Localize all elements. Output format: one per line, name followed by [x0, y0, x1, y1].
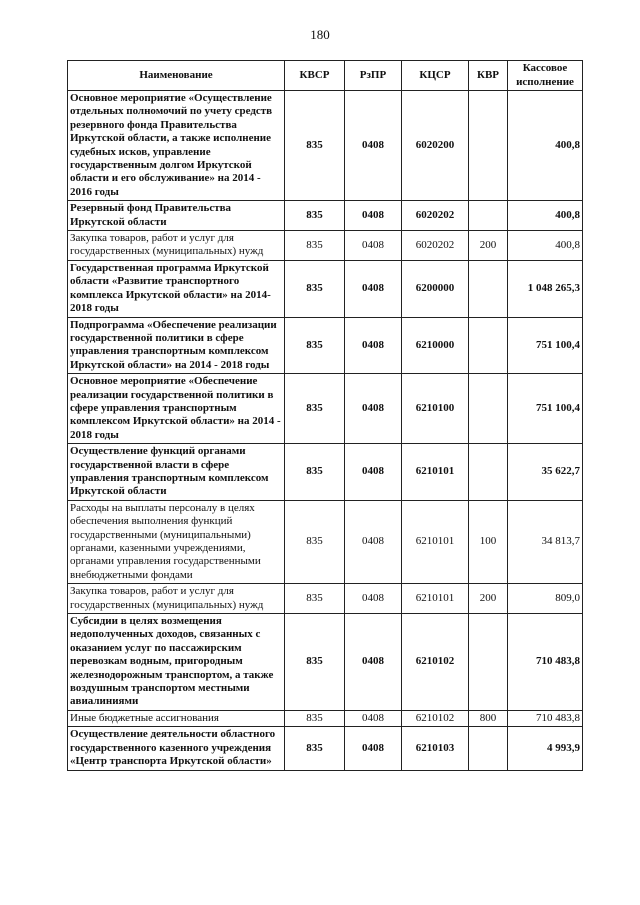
header-kvr: КВР [469, 61, 508, 91]
cell-kvsr: 835 [285, 260, 345, 317]
cell-kvsr: 835 [285, 710, 345, 726]
table-row [68, 201, 583, 231]
cell-kvsr: 835 [285, 614, 345, 711]
table-row [68, 500, 583, 583]
cell-kvsr: 835 [285, 500, 345, 583]
cell-rzpr: 0408 [345, 91, 402, 201]
cell-kvsr: 835 [285, 231, 345, 261]
cell-rzpr: 0408 [345, 317, 402, 374]
cell-kvr [469, 614, 508, 711]
budget-table [67, 60, 583, 771]
header-name: Наименование [68, 61, 285, 91]
cell-rzpr: 0408 [345, 201, 402, 231]
table-row [68, 91, 583, 201]
cell-kvr [469, 317, 508, 374]
cell-name: Основное мероприятие «Обеспечение реализации государственной политики в сфере управления транспортным комплексом Иркутской области» на 2014 - 2018 годы [68, 374, 285, 444]
cell-name: Закупка товаров, работ и услуг для государственных (муниципальных) нужд [68, 584, 285, 614]
cell-kvsr: 835 [285, 201, 345, 231]
cell-rzpr: 0408 [345, 444, 402, 501]
header-kcsr: КЦСР [402, 61, 469, 91]
cell-kcsr: 6020202 [402, 231, 469, 261]
cell-kcsr: 6210101 [402, 584, 469, 614]
cell-cash: 710 483,8 [508, 710, 583, 726]
cell-kvsr: 835 [285, 374, 345, 444]
cell-rzpr: 0408 [345, 727, 402, 770]
cell-cash: 400,8 [508, 201, 583, 231]
cell-rzpr: 0408 [345, 231, 402, 261]
cell-kcsr: 6210102 [402, 614, 469, 711]
cell-kvr: 200 [469, 584, 508, 614]
cell-rzpr: 0408 [345, 374, 402, 444]
cell-kvr [469, 444, 508, 501]
cell-name: Закупка товаров, работ и услуг для государственных (муниципальных) нужд [68, 231, 285, 261]
cell-rzpr: 0408 [345, 584, 402, 614]
cell-rzpr: 0408 [345, 614, 402, 711]
cell-kvr [469, 260, 508, 317]
cell-name: Иные бюджетные ассигнования [68, 710, 285, 726]
table-row [68, 231, 583, 261]
header-cash: Кассовое исполнение [508, 61, 583, 91]
cell-kcsr: 6210103 [402, 727, 469, 770]
cell-kvsr: 835 [285, 584, 345, 614]
cell-cash: 751 100,4 [508, 317, 583, 374]
cell-kcsr: 6210102 [402, 710, 469, 726]
table-header-row [68, 61, 583, 91]
cell-cash: 1 048 265,3 [508, 260, 583, 317]
table-row [68, 584, 583, 614]
cell-kcsr: 6210101 [402, 500, 469, 583]
table-row [68, 727, 583, 770]
table-row [68, 317, 583, 374]
cell-kcsr: 6020200 [402, 91, 469, 201]
table-row [68, 260, 583, 317]
cell-rzpr: 0408 [345, 500, 402, 583]
cell-name: Основное мероприятие «Осуществление отдельных полномочий по учету средств резервного фонда Правительства Иркутской области, а также исполнение судебных исков, управление государственным долгом Иркутской области и его обслуживание» на 2014 - 2016 годы [68, 91, 285, 201]
cell-kvr [469, 727, 508, 770]
cell-name: Резервный фонд Правительства Иркутской области [68, 201, 285, 231]
cell-kcsr: 6210100 [402, 374, 469, 444]
cell-kvr: 200 [469, 231, 508, 261]
cell-cash: 34 813,7 [508, 500, 583, 583]
header-kvsr: КВСР [285, 61, 345, 91]
cell-kvr [469, 374, 508, 444]
cell-kvr [469, 91, 508, 201]
header-rzpr: РзПР [345, 61, 402, 91]
cell-rzpr: 0408 [345, 710, 402, 726]
cell-kvr: 100 [469, 500, 508, 583]
table-body [68, 91, 583, 771]
cell-cash: 809,0 [508, 584, 583, 614]
cell-name: Подпрограмма «Обеспечение реализации государственной политики в сфере управления транспортным комплексом Иркутской области» на 2014 - 2018 годы [68, 317, 285, 374]
table-row [68, 614, 583, 711]
page-number: 180 [310, 27, 330, 42]
cell-cash: 710 483,8 [508, 614, 583, 711]
cell-name: Расходы на выплаты персоналу в целях обеспечения выполнения функций государственными (муниципальными) органами, казенными учреждениями, органами управления государственными внебюджетными фондами [68, 500, 285, 583]
cell-name: Государственная программа Иркутской области «Развитие транспортного комплекса Иркутской области» на 2014-2018 годы [68, 260, 285, 317]
table-row [68, 710, 583, 726]
table-row [68, 444, 583, 501]
cell-kvr: 800 [469, 710, 508, 726]
cell-cash: 400,8 [508, 91, 583, 201]
cell-rzpr: 0408 [345, 260, 402, 317]
cell-name: Осуществление деятельности областного государственного казенного учреждения «Центр транспорта Иркутской области» [68, 727, 285, 770]
cell-name: Осуществление функций органами государственной власти в сфере управления транспортным комплексом Иркутской области [68, 444, 285, 501]
cell-kvsr: 835 [285, 727, 345, 770]
cell-kvsr: 835 [285, 91, 345, 201]
cell-kvsr: 835 [285, 317, 345, 374]
cell-kvsr: 835 [285, 444, 345, 501]
cell-kcsr: 6210101 [402, 444, 469, 501]
cell-kcsr: 6020202 [402, 201, 469, 231]
cell-kcsr: 6200000 [402, 260, 469, 317]
cell-cash: 4 993,9 [508, 727, 583, 770]
cell-kcsr: 6210000 [402, 317, 469, 374]
cell-cash: 35 622,7 [508, 444, 583, 501]
cell-kvr [469, 201, 508, 231]
cell-cash: 400,8 [508, 231, 583, 261]
cell-cash: 751 100,4 [508, 374, 583, 444]
table-row [68, 374, 583, 444]
cell-name: Субсидии в целях возмещения недополученных доходов, связанных с оказанием услуг по пассажирским перевозкам водным, пригородным железнодорожным транспортом, а также воздушным транспортом местными авиалиниями [68, 614, 285, 711]
